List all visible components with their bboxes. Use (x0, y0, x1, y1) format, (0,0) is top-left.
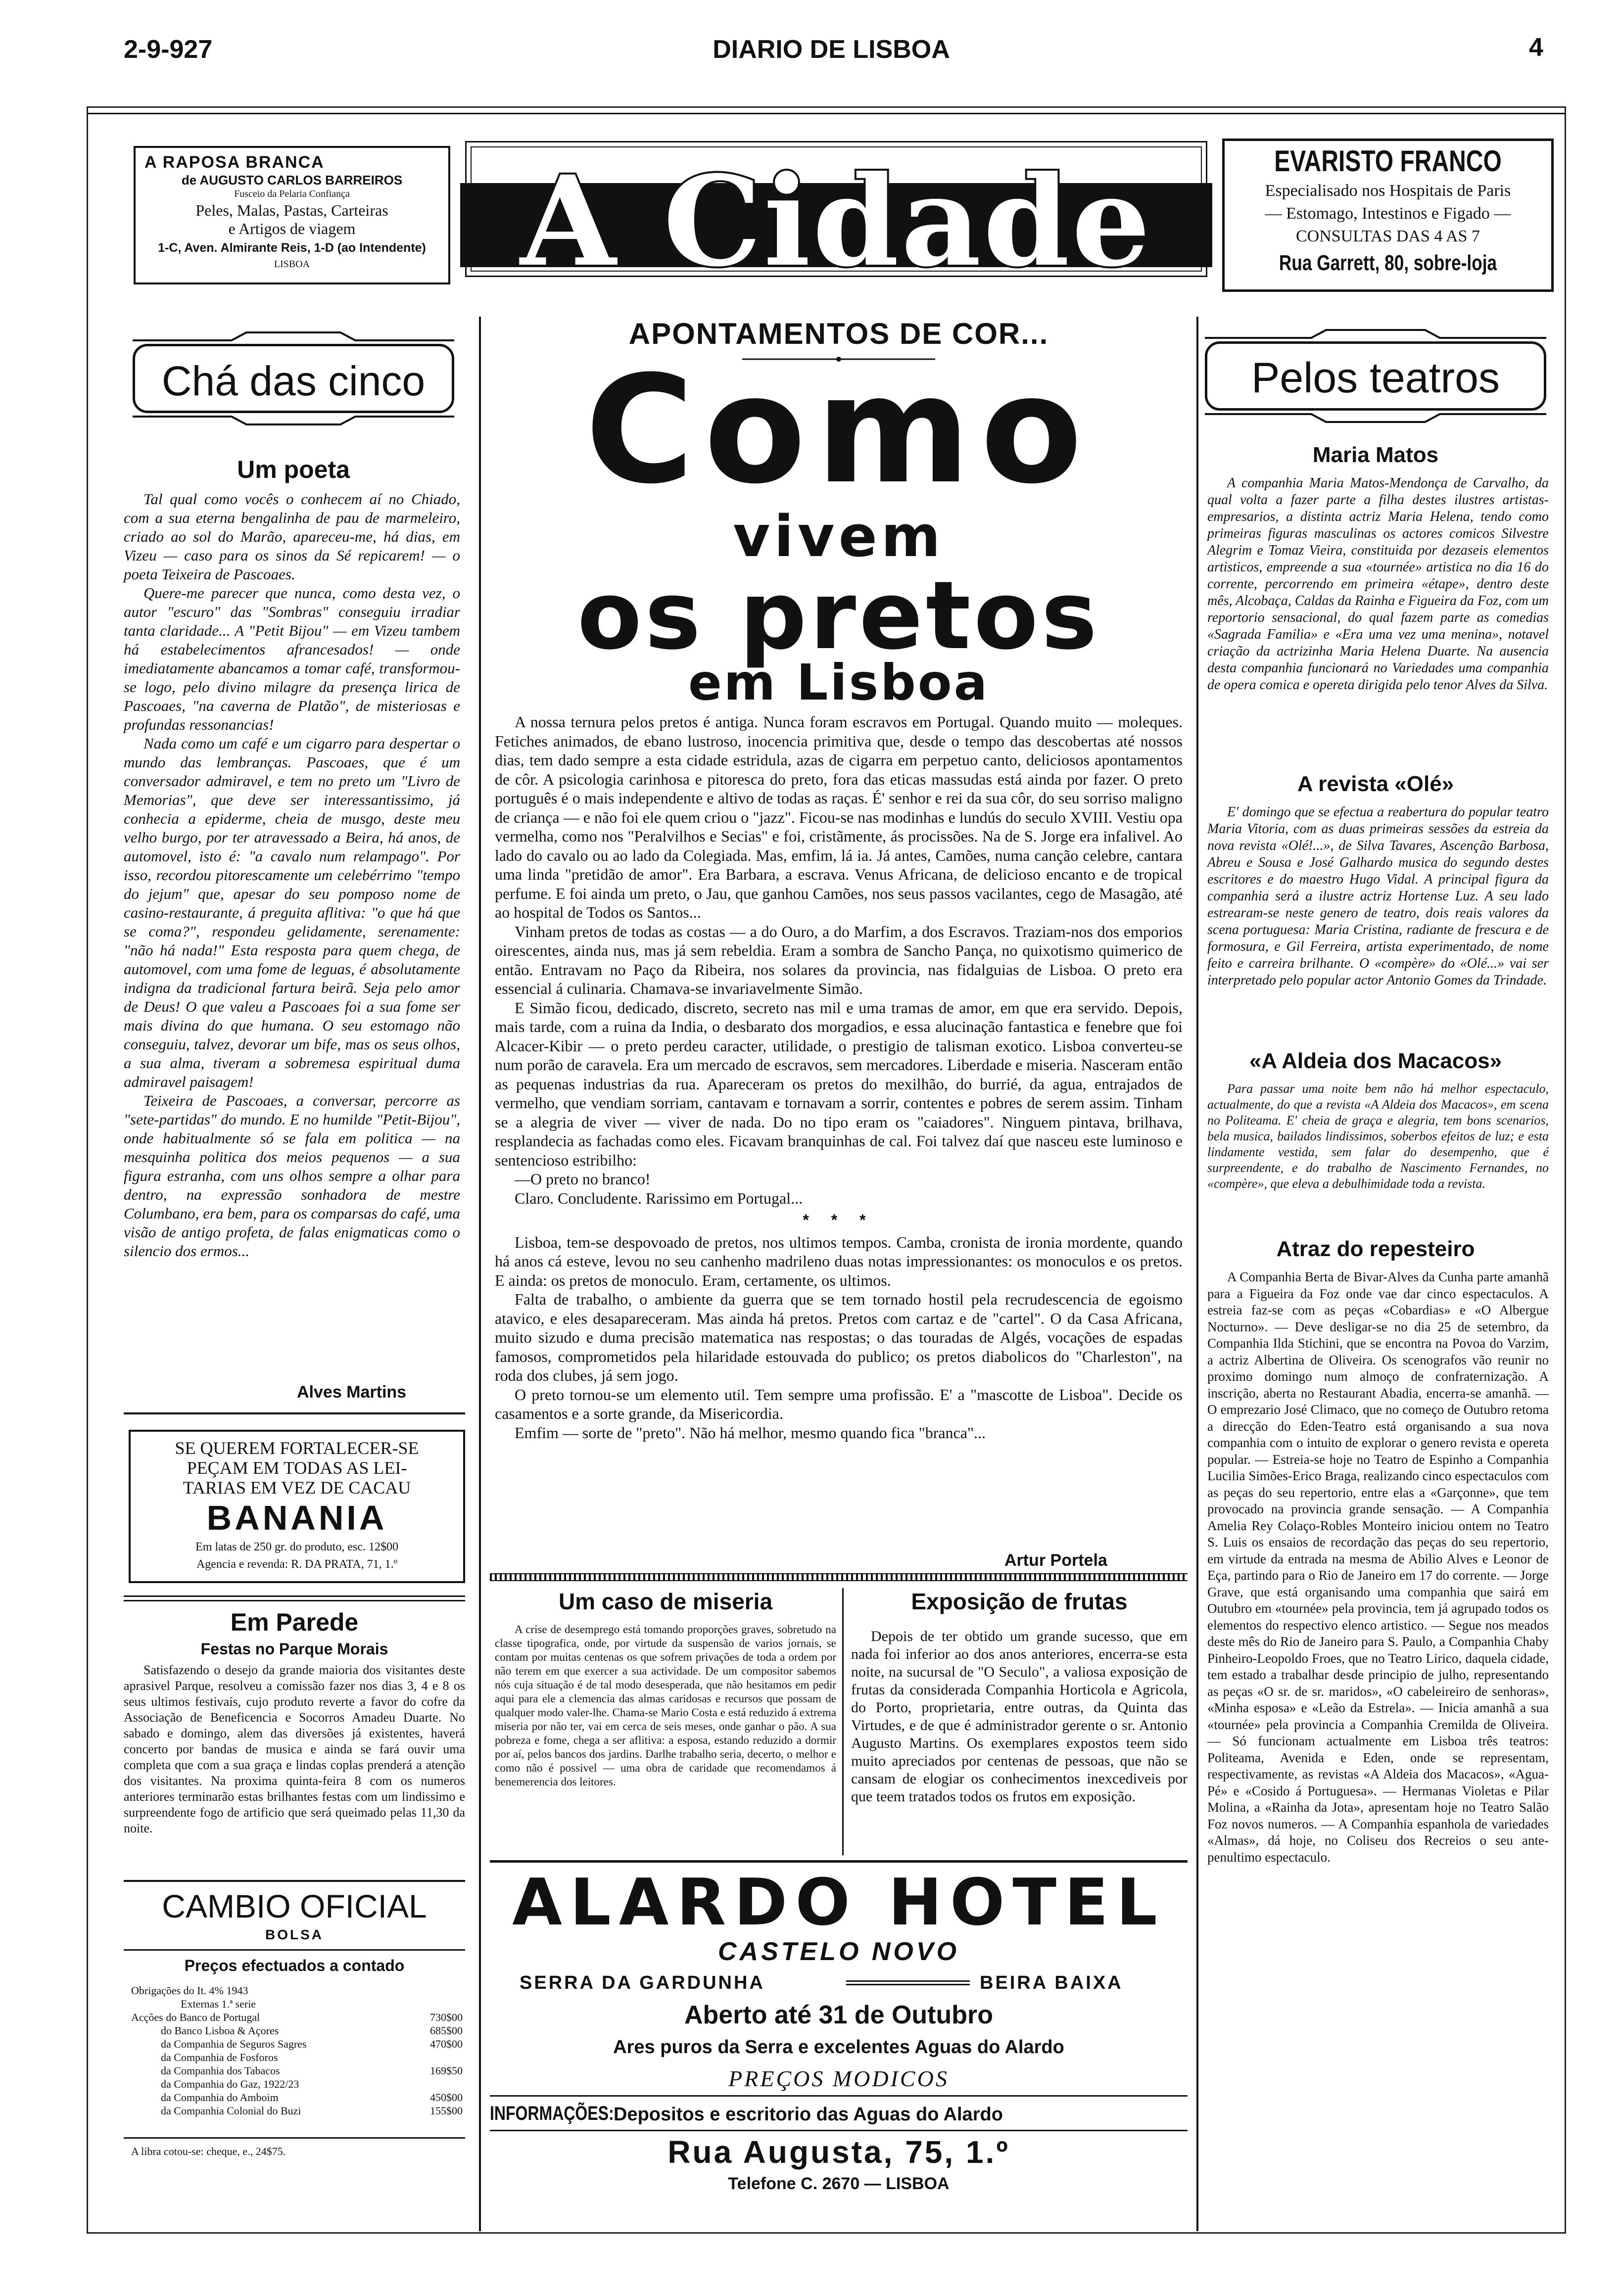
miseria-title: Um caso de miseria (558, 1589, 773, 1614)
article-paragraph: Lisboa, tem-se despovoado de pretos, nos ultimos tempos. Camba, cronista de ironia mordente, quando há anos cá esteve, levou no seu canhenho madrileno duas notas impressionantes: os monoculos e os pretos. E ainda: os pretos de monoculo. Eram, certamente, os ultimos. (495, 1233, 1183, 1289)
raposa-city: LISBOA (274, 259, 310, 270)
pelos-teatros-ornament-bottom (1205, 413, 1546, 423)
center-ornament-bar (490, 1573, 1188, 1581)
top-rule (87, 113, 1566, 114)
frutas-text (851, 1628, 1188, 1806)
headline-vivem: vivem (733, 504, 945, 570)
left-divider-4 (124, 2137, 465, 2139)
cambio-row (131, 1997, 463, 2011)
banania-line5: Agencia e revenda: R. DA PRATA, 71, 1.º (196, 1558, 398, 1571)
atraz-text (1207, 1269, 1549, 1866)
um-poeta-headline: Um poeta (237, 456, 350, 483)
cambio-table (131, 1984, 463, 2117)
cambio-row (131, 2077, 463, 2091)
hotel-divider (490, 2095, 1188, 2097)
hotel-open: Aberto até 31 de Outubro (684, 2001, 994, 2029)
article-paragraph: E Simão ficou, dedicado, discreto, secreto nas mil e uma tramas de amor, em que era servido. Depois, mais tarde, com a ruina da India, o desbarato dos morgadios, e essa alucinação fantastica e fenebre que foi Alcacer-Kibir — o preto perdeu caracter, utilidade, o prestigio de talisman exotico. Lisboa converteu-se num porão de caravela. Era um mercado de escravos, sem mercadores. Liberdade e miseria. Nasceram então as pequenas industrias da rua. Apareceram os pretos do mexilhão, do burrié, da agua, entrajados de vermelho, que vendiam sorriam, cantavam e tornavam a sorrir, contentes e pobres de serem assim. Tinham se a alegria de viver — viver de nada. Do no tipo eram os "caiadores". Ninguem pintava, brilhava, resplandecia as fachadas como eles. Ficavam branquinhas de cal. Foi talvez daí que nasceu este luminoso e sentencioso estribilho: (495, 998, 1183, 1169)
banania-brand: BANANIA (206, 1499, 387, 1537)
atraz-paragraph: A Companhia Berta de Bivar-Alves da Cunha parte amanhã para a Figueira da Foz onde vae dar cinco espectaculos. A estreia faz-se com as peças «Cobardias» e «O Albergue Nocturno». — Deve desligar-se no dia 25 de setembro, da Companhia Ilda Stichini, que se encontra na Povoa do Varzim, a actriz Albertina de Oliveira. Os scenografos vão reunir no proximo domingo num almoço de confraternização. A inscrição, aberta no Restaurant Abadia, encerra-se amanhã. — O emprezario José Climaco, que no começo de Outubro retoma a direcção do Eden-Teatro está organisando a sua nova companhia com o intuito de explorar o genero revista e opereta popular. — Estreia-se hoje no Teatro de Espinho a Companhia Lucilia Simões-Erico Braga, realizando cinco espectaculos com as peças do seu repertorio, entre elas a «Garçonne», que tem provocado na provincia grande sensação. — A Companhia Amelia Rey Colaço-Robles Monteiro iniciou ontem no Teatro S. Luis os ensaios de recordação das peças do seu repertorio, em virtude da entrada na mesma de Abilio Alves e Leonor de Eça, partindo para o Rio de Janeiro em 17 do corrente. — Jorge Grave, que está organisando uma companhia que sairá em Outubro em «tournée» pela provincia, tem já agrupado todos os elementos do respectivo elenco artistico. — Segue nos meados deste mês do Rio de Janeiro para S. Paulo, a Companhia Chaby Pinheiro-Leopoldo Froes, que no Teatro Lirico, daquela cidade, tem estado a trabalhar desde principio de julho, representando as peças «O sr. de sr. maridos», «O cabeleireiro de senhoras», «Minha esposa» e «Leão da Estrela». — Inicia amanhã a sua «tournée» pela provincia a Companhia Cremilda de Oliveira. — Só funcionam actualmente em Lisboa três teatros: Politeama, Avenida e Eden, onde se representam, respectivamente, as revistas «A Aldeia dos Macacos», «Agua-Pé» e «Cosido á Portuguesa». — Hermanas Violetas e Pilar Molina, a «Rainha da Jota», apresentam hoje no Teatro Salão Foz novos numeros. — A Companhia espanhola de variedades «Almas», dá hoje, no Coliseu dos Recreios o seu ante-penultimo espectaculo. (1207, 1269, 1549, 1865)
cambio-row-label: da Companhia do Amboim (161, 2091, 279, 2104)
evaristo-line2: — Estomago, Intestinos e Figado — (1265, 204, 1511, 223)
em-parede-subtitle: Festas no Parque Morais (200, 1640, 388, 1658)
miseria-paragraph: A crise de desemprego está tomando proporções graves, sobretudo na classe tipografica, onde, por virtude da suspensão de varios jornais, se contam por muitas centenas os que sofrem privações de toda a ordem por não terem em que exercer a sua actividade. De um compositor sabemos nós cuja situação é de tal modo desesperada, que não hesitamos em pedir aqui para ele a clemencia das almas caridosas e recursos que possam de qualquer modo valer-lhe. Chama-se Mario Costa e está reduzido á extrema miseria por não ter, vai em cerca de seis meses, onde ganhar o pão. A sua pobreza e fome, chega a ser aflitiva: a esposa, estando reduzido a dormir por aí, pelos bancos dos jardins. Darlhe trabalho seria, decerto, o melhor e como não é possivel — uma obra de caridade que recomendamos á benemerencia dos leitores. (495, 1623, 836, 1788)
cambio-row (131, 2051, 463, 2064)
article-paragraph: —O preto no branco! (515, 1170, 651, 1188)
cambio-row (131, 2037, 463, 2051)
cambio-row-value: 169$50 (430, 2064, 463, 2077)
um-poeta-paragraph: Nada como um café e um cigarro para despertar o mundo das lembranças. Pascoaes, que é um conversador admiravel, e tem no preto um "Livro de Memorias", que deve ser interessantissimo, já conhecia a epiderme, cheia de musgo, deste meu velho burgo, por ter atravessado a Beira, há anos, de automovel, isto é: "a cavalo num relampago". Por isso, recordou pitorescamente um celebérrimo "tempo do jejum" que, apesar do seu pomposo nome de casino-restaurante, á preguita aflitiva: "o que há que se coma?", respondeu gelidamente, serenamente: "não há nada!" Esta resposta para quem chega, de automovel, com uma fome de leguas, é absolutamente indigna da tradicional fartura beirã. Seja pelo amor de Deus! O que valeu a Pascoaes foi a sua fome ser mais divina do que humana. O seu estomago não conseguiu, talvez, devorar um bife, mas os seus olhos, a sua alma, tiveram a sobremesa espiritual duma admiravel paisagem! (124, 735, 460, 1090)
pelos-teatros-title: Pelos teatros (1251, 354, 1500, 402)
raposa-name: A RAPOSA BRANCA (144, 153, 325, 172)
evaristo-line3: CONSULTAS DAS 4 AS 7 (1295, 227, 1480, 245)
raposa-note: Fusceio da Pelaria Confiança (234, 188, 350, 199)
maria-matos-title: Maria Matos (1312, 443, 1439, 467)
cambio-row-label: da Companhia dos Tabacos (161, 2064, 280, 2077)
como-vivem-article (495, 712, 1183, 1442)
evaristo-name: EVARISTO FRANCO (1274, 144, 1502, 178)
ad-alardo-hotel (490, 1860, 1188, 2206)
cambio-row (131, 1984, 463, 1997)
cambio-title: CAMBIO OFICIAL (162, 1888, 427, 1924)
cambio-row-value: 470$00 (430, 2038, 463, 2050)
evaristo-address: Rua Garrett, 80, sobre-loja (1279, 251, 1497, 275)
cambio-row (131, 2064, 463, 2077)
page-number: 4 (1529, 33, 1543, 62)
ornament-divider (124, 1595, 465, 1601)
um-poeta-paragraph: Quere-me parecer que nunca, como desta vez, o autor "escuro" das "Sombras" conseguiu irradiar tanta claridade... A "Petit Bijou" — em Vizeu tambem há estabelecimentos afrancesados! — onde imediatamente abancamos a tomar café, transformou-se logo, pelo divino milagre da presença lirica de Pascoaes, "na caverna de Platão", de misteriosas e profundas ressonancias! (124, 584, 460, 733)
maria-matos-paragraph: A companhia Maria Matos-Mendonça de Carvalho, da qual volta a fazer parte a filha destes ilustres artistas-empresarios, a distinta actriz Maria Helena, tendo como primeiras figuras masculinas os actores comicos Silvestre Alegrim e Tomaz Vieira, constituida por dezaseis elementos artisticos, empreende a sua «tournée» artistica no dia 16 do corrente, percorrendo em primeira «étape», dentro deste mês, Alcobaça, Caldas da Rainha e Figueira da Foz, com um reportorio sensacional, do qual fazem parte as comedias «Sagrada Familia» e «Era uma vez uma menina», notavel criação da actrizinha Maria Helena Duarte. Na ausencia desta companhia funcionará no Variedades uma companhia de opera comica e opereta dirigida pelo tenor Alves da Silva. (1207, 475, 1549, 693)
cambio-prices-title: Preços efectuados a contado (184, 1957, 405, 1974)
um-poeta-paragraph: Teixeira de Pascoaes, a conversar, percorre as "sete-partidas" do mundo. E no humilde "Petit-Bijou", onde habitualmente só se fala em politica — na mesquinha politica dos meios pequenos — a sua figura estranha, com uns olhos sempre a olhar para dentro, na expressão sonhadora de mestre Columbano, era bem, para os comparsas do café, uma visão de antigo profeta, de falas enigmaticas como o silencio dos ermos... (124, 1092, 460, 1260)
cambio-row-value: 450$00 (430, 2091, 463, 2104)
cambio-row-label: da Companhia do Gaz, 1922/23 (161, 2078, 299, 2090)
hotel-address: Rua Augusta, 75, 1.º (667, 2134, 1010, 2170)
miseria-text (495, 1623, 836, 1789)
ad-raposa-branca (134, 146, 450, 284)
hotel-place: CASTELO NOVO (717, 1937, 960, 1966)
hotel-divider-2 (490, 2130, 1188, 2131)
cambio-footer: A libra cotou-se: cheque, e., 24$75. (131, 2145, 286, 2157)
cambio-subtitle: BOLSA (265, 1927, 324, 1942)
cambio-row-label: da Companhia de Seguros Sagres (161, 2038, 307, 2050)
article-kicker: APONTAMENTOS DE COR... (628, 317, 1049, 350)
um-poeta-article (124, 490, 460, 1261)
article-paragraph: Emfim — sorte de "preto". Não há melhor, mesmo quando fica "branca"... (515, 1423, 986, 1442)
ole-paragraph: E' domingo que se efectua a reabertura do popular teatro Maria Vitoria, com as duas primeiras sessões da estreia da nova revista «Olé!...», de Silva Tavares, Ascenção Barbosa, Abreu e Sousa e José Galhardo musica do segundo destes escritores e do maestro Hugo Vidal. A principal figura da companhia será a ilustre actriz Hortense Luz. A seu lado estrearam-se neste genero de teatro, dois reais valores da scena portuguesa: Maria Cristina, radiante de frescura e de formosura, e Gil Ferreira, artista experimentado, de nome feito e carreira brilhante. O «compère» do «Olé...» vai ser interpretado pelo popular actor Antonio Gomes da Trindade. (1207, 804, 1549, 988)
cambio-row (131, 2104, 463, 2117)
hotel-region-right: BEIRA BAIXA (980, 1972, 1123, 1993)
article-paragraph: Falta de trabalho, o ambiente da guerra que se tem tornado hostil pela recrudescencia de egoismo atavico, e eles desapareceram. Mas ainda há pretos. Pretos com cartaz e de "cartel". O da Casa Africana, muito sizudo e duma precisão matematica nas respostas; o das touradas de Algés, vocações de espadas famosos, comprometidos pela hilaridade estouvada do publico; os pretos diabolicos do "Charleston", na roda dos clubes, já sem jogo. (495, 1290, 1183, 1384)
hotel-region-left: SERRA DA GARDUNHA (520, 1972, 765, 1993)
cha-das-cinco-title: Chá das cinco (161, 358, 426, 404)
cambio-row-label: da Companhia de Fosforos (161, 2051, 278, 2063)
raposa-address: 1-C, Aven. Almirante Reis, 1-D (ao Intendente) (158, 241, 426, 255)
article-paragraph: Vinham pretos de todas as costas — a do Ouro, a do Marfim, a dos Escravos. Traziam-nos dos emporios oirescentes, ainda nus, mas já sem rebeldia. Eram a sombra de Sancho Pança, no quixotismo quimerico de então. Entravam no Paço da Ribeira, nos solares da provincia, nas fidalguias de Lisboa. O preto era essencial á culinaria. Chamava-se invariavelmente Simão. (495, 922, 1183, 997)
banania-line3: TARIAS EM VEZ DE CACAU (183, 1478, 411, 1498)
aldeia-text (1207, 1081, 1549, 1192)
cambio-row-label: Externas 1.ª serie (181, 1998, 256, 2010)
raposa-line1: Peles, Malas, Pastas, Carteiras (195, 201, 388, 219)
article-paragraph: A nossa ternura pelos pretos é antiga. Nunca foram escravos em Portugal. Quando muito — moleques. Fetiches animados, de ebano lustroso, inocencia primitiva que, desde o tempo das descobertas até nossos dias, tem dado sempre a esta cidade estridula, azas de cigarra em perpetuo canto, deliciosos apontamentos de côr. A psicologia carinhosa e pitoresca do preto, fora das eticas massudas está ainda por fazer. O preto português é o mais independente e altivo de todas as raças. É' senhor e rei da sua côr, do seu sorriso maligno de criança — e não foi ele quem criou o "jazz". Ficou-se nas modinhas e lundús do seculo XVIII. Vestiu opa vermelha, como nos "Peralvilhos e Secias" e foi, cristãmente, ás procissões. Na de S. Jorge era infalivel. Ao lado do cavalo ou ao lado da Colegiada. Mas, emfim, lá ia. Já antes, Camões, numa canção celebre, cantara uma linda "pretidão de amor". Era Barbara, a escrava. Venus Africana, de delicioso encanto e de tropical perfume. E foi ainda um preto, o Jau, que ganhou Camões, nos seus passos vacilantes, cego de Masagão, até ao hospital de Todos os Santos... (495, 713, 1183, 921)
masthead-title: A Cidade (520, 148, 1152, 294)
cambio-row (131, 2091, 463, 2104)
hotel-info: Depositos e escritorio das Aguas do Alardo (614, 2104, 1003, 2125)
banania-line2: PEÇAM EM TODAS AS LEI- (187, 1458, 407, 1478)
section-stars: * * * (803, 1211, 875, 1229)
raposa-line2: e Artigos de viagem (228, 220, 356, 237)
em-parede-paragraph: Satisfazendo o desejo da grande maioria dos visitantes deste aprasivel Parque, resolveu a comissão fazer nos dias 3, 4 e 8 os seus ultimos festivais, cujo produto reverte a favor do cofre da Associação de Beneficencia e Socorros Amadeu Duarte. No sabado e domingo, alem das diversões já existentes, haverá concerto por bandas de musica e ainda se fará ouvir uma completa que com a sua graça e lindas coplas prenderá a atenção dos visitantes. Na proxima quinta-feira 8 com os numeros anteriores terminarão estas brilhantes festas com um lindissimo e surpreendente fogo de artificio que será queimado pelas 11,30 da noite. (124, 1663, 465, 1835)
pelos-teatros-ornament-top (1205, 329, 1546, 339)
em-parede-text (124, 1662, 465, 1836)
cambio-row-value: 155$00 (430, 2105, 463, 2117)
cambio-row-value: 730$00 (430, 2011, 463, 2023)
hotel-region-divider (846, 1980, 970, 1985)
page-date: 2-9-927 (124, 35, 213, 64)
frutas-title: Exposição de frutas (911, 1589, 1128, 1614)
um-poeta-author: Alves Martins (297, 1383, 407, 1402)
atraz-title: Atraz do repesteiro (1276, 1237, 1475, 1261)
maria-matos-text (1207, 475, 1549, 694)
hotel-name: ALARDO HOTEL (512, 1865, 1165, 1940)
ole-text (1207, 804, 1549, 989)
evaristo-line1: Especialisado nos Hospitais de Paris (1265, 182, 1511, 200)
cha-das-cinco-ornament-top (133, 331, 454, 341)
aldeia-title: «A Aldeia dos Macacos» (1249, 1049, 1502, 1073)
hotel-air: Ares puros da Serra e excelentes Aguas do Alardo (613, 2037, 1064, 2058)
cambio-row-value: 685$00 (430, 2024, 463, 2037)
banania-line4: Em latas de 250 gr. do produto, esc. 12$00 (195, 1541, 398, 1553)
ole-title: A revista «Olé» (1297, 772, 1454, 796)
article-paragraph: Claro. Concludente. Rarissimo em Portugal... (515, 1189, 803, 1207)
cha-das-cinco-ornament-bottom (133, 416, 454, 425)
left-divider-1 (124, 1412, 465, 1414)
em-parede-title: Em Parede (230, 1608, 359, 1636)
banania-line1: SE QUEREM FORTALECER-SE (175, 1438, 419, 1458)
headline-os-pretos: os pretos (577, 561, 1100, 670)
hotel-prices: PREÇOS MODICOS (728, 2066, 949, 2091)
column-rule-1 (479, 317, 481, 2231)
ad-evaristo-franco (1222, 139, 1554, 292)
frutas-paragraph: Depois de ter obtido um grande sucesso, que em nada foi inferior ao dos anos anteriores, encerra-se esta noite, na sucursal de "O Seculo", a valiosa exposição de frutas da considerada Companhia Horticola e Agricola, do Porto, proprietaria, entre outras, da Quinta das Virtudes, e de que é administrador gerente o sr. Antonio Augusto Martins. Os exemplares expostos teem sido muito apreciados por centenas de pessoas, que não se cansam de elogiar os conhecimentos inexcediveis por que teem tratados todos os frutos em exposição. (851, 1628, 1188, 1805)
hotel-info-label: INFORMAÇÕES: (490, 2103, 614, 2124)
left-divider-3 (124, 1949, 465, 1951)
column-rule-2 (1196, 317, 1198, 2231)
center-mid-rule (842, 1588, 844, 1855)
headline-como: Como (585, 344, 1093, 516)
newspaper-name: DIARIO DE LISBOA (713, 35, 950, 64)
cambio-row (131, 2011, 463, 2024)
um-poeta-paragraph: Tal qual como vocês o conhecem aí no Chiado, com a sua eterna bengalinha de pau de marmeleiro, criado ao sol do Marão, apareceu-me, há dias, em Vizeu — caso para os sinos da Sé repicarem! — o poeta Teixeira de Pascoaes. (124, 490, 460, 583)
hotel-phone: Telefone C. 2670 — LISBOA (728, 2174, 950, 2193)
cambio-row-label: da Companhia Colonial do Buzi (161, 2105, 301, 2117)
raposa-owner: de AUGUSTO CARLOS BARREIROS (181, 173, 403, 187)
article-paragraph: O preto tornou-se um elemento util. Tem sempre uma profissão. E' a "mascotte de Lisboa". Decide os casamentos e a sorte grande, da Misericordia. (495, 1385, 1183, 1422)
cambio-row (131, 2024, 463, 2037)
cambio-row-label: do Banco Lisboa & Açores (161, 2024, 279, 2037)
left-divider-2 (124, 1880, 465, 1882)
cambio-row-label: Obrigações do It. 4% 1943 (131, 1984, 248, 1997)
cambio-row-label: Acções do Banco de Portugal (131, 2011, 260, 2023)
article-author: Artur Portela (1004, 1551, 1107, 1570)
headline-em-lisboa: em Lisboa (688, 654, 990, 711)
aldeia-paragraph: Para passar uma noite bem não há melhor espectaculo, actualmente, do que a revista «A Aldeia dos Macacos», em scena no Politeama. E' cheia de graça e alegria, tem bons scenarios, bela musica, bailados lindissimos, soberbos efeitos de luz; e esta lindamente vestida, sem falar do desempenho, que é surpreendente, e do trabalho de Nascimento Fernandes, no «compère», que eleva a debulhimidade toda a revista. (1207, 1081, 1549, 1191)
ad-banania (129, 1430, 465, 1583)
